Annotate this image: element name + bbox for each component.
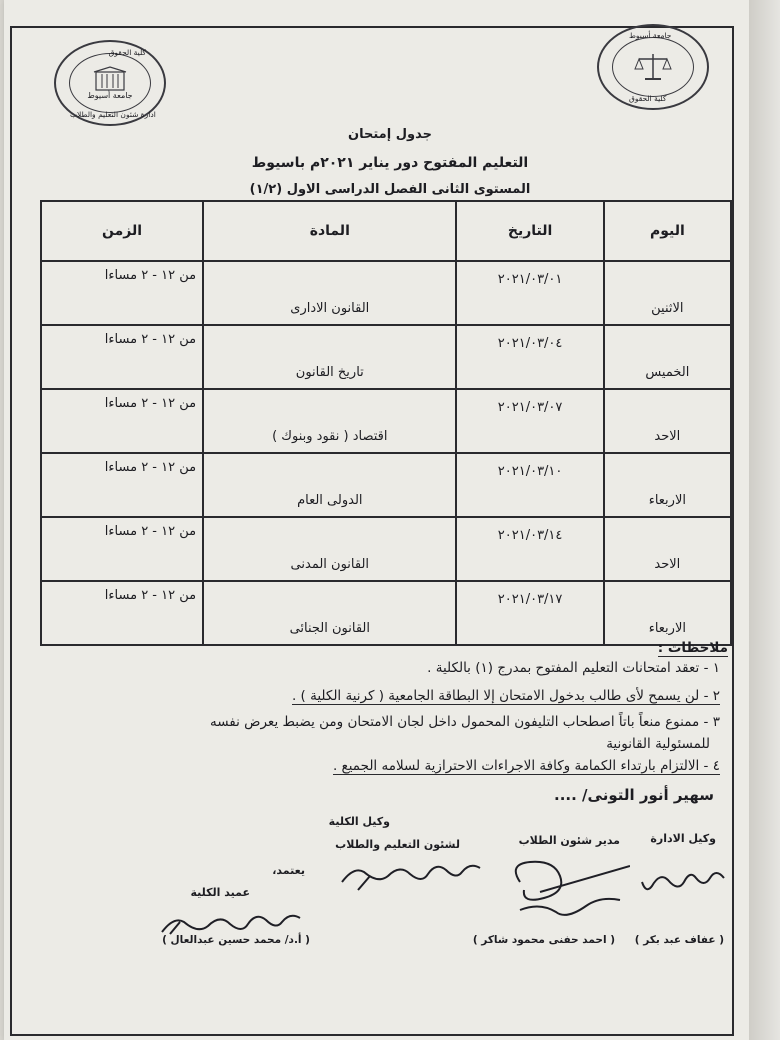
cell-time: من ١٢ - ٢ مساءا xyxy=(104,588,197,603)
building-icon xyxy=(92,66,128,92)
note-item: ٢ - لن يسمح لأى طالب بدخول الامتحان إلا البطاقة الجامعية ( كرنية الكلية ) . xyxy=(291,688,720,704)
cell-time: من ١٢ - ٢ مساءا xyxy=(104,524,197,539)
cell-day: الاثنين xyxy=(651,301,684,316)
student-affairs-signature xyxy=(500,852,630,918)
column-header-time: الزمن xyxy=(41,201,203,261)
scales-of-justice-icon xyxy=(633,51,673,83)
table-header-row xyxy=(41,201,731,261)
student-affairs-title: مدير شئون الطلاب xyxy=(518,834,620,847)
seal-left-top-text: كلية الحقوق xyxy=(108,48,146,57)
cell-day: الاربعاء xyxy=(648,493,686,508)
approved-label: يعتمد، xyxy=(272,864,305,877)
seal-right-bottom-text: كلية الحقوق xyxy=(629,94,667,103)
table-row xyxy=(41,453,731,517)
table-row xyxy=(41,389,731,453)
cell-subject: الدولى العام xyxy=(297,493,363,508)
cell-subject: القانون الادارى xyxy=(290,301,370,316)
seal-right-emblem xyxy=(612,37,694,97)
seal-left-emblem xyxy=(69,53,151,113)
document-title: جدول إمتحان xyxy=(348,127,432,142)
dean-signature xyxy=(150,896,310,936)
cell-date: ٢٠٢١/٠٣/٠١ xyxy=(497,272,563,287)
cell-date: ٢٠٢١/٠٣/١٠ xyxy=(497,464,563,479)
cell-date: ٢٠٢١/٠٣/١٧ xyxy=(497,592,563,607)
table-row xyxy=(41,517,731,581)
cell-subject: القانون المدنى xyxy=(290,557,370,572)
document-subtitle: التعليم المفتوح دور يناير ٢٠٢١م باسيوط xyxy=(251,155,529,171)
cell-day: الخميس xyxy=(645,365,690,380)
admin-agent-title: وكيل الادارة xyxy=(650,832,716,845)
note-item: ٣ - ممنوع منعاً باتاً اصطحاب التليفون المحمول داخل لجان الامتحان ومن يضبط يعرض نفسه xyxy=(210,714,720,730)
admin-agent-signature xyxy=(640,860,730,896)
notes-title: ملاحظات : xyxy=(657,640,728,656)
cell-time: من ١٢ - ٢ مساءا xyxy=(104,268,197,283)
column-header-subject: المادة xyxy=(203,201,456,261)
table-row xyxy=(41,581,731,645)
seal-left-center-text: جامعة أسيوط xyxy=(87,90,133,100)
cell-subject: القانون الجنائى xyxy=(289,621,371,636)
cell-time: من ١٢ - ٢ مساءا xyxy=(104,396,197,411)
cell-day: الاحد xyxy=(654,557,681,572)
document-level: المستوى الثانى الفصل الدراسى الاول (١/٢) xyxy=(249,182,531,197)
seal-right-top-text: جامعة أسيوط xyxy=(629,31,672,40)
note-item: ١ - تعقد امتحانات التعليم المفتوح بمدرج (١) بالكلية . xyxy=(427,660,720,676)
note-item-continuation: للمسئولية القانونية xyxy=(606,736,710,752)
student-affairs-name: ( احمد حفنى محمود شاكر ) xyxy=(472,934,615,946)
table-row xyxy=(41,261,731,325)
table-row xyxy=(41,325,731,389)
vice-dean-dept: لشئون التعليم والطلاب xyxy=(335,838,460,851)
cell-day: الاحد xyxy=(654,429,681,444)
signoff-name: سهير أنور التونى/ .... xyxy=(554,786,714,804)
vice-dean-signature xyxy=(330,848,490,894)
seal-left-bottom-text: ادارة شئون التعليم والطلاب xyxy=(70,110,156,119)
faculty-seal-left xyxy=(54,40,166,126)
cell-day: الاربعاء xyxy=(648,621,686,636)
faculty-seal-right xyxy=(597,24,709,110)
column-header-day: اليوم xyxy=(604,201,731,261)
cell-date: ٢٠٢١/٠٣/٠٤ xyxy=(497,336,563,351)
note-item: ٤ - الالتزام بارتداء الكمامة وكافة الاجراءات الاحترازية لسلامه الجميع . xyxy=(332,758,720,774)
cell-subject: تاريخ القانون xyxy=(295,365,364,380)
cell-date: ٢٠٢١/٠٣/٠٧ xyxy=(497,400,563,415)
dean-name: ( أ.د/ محمد حسين عبدالعال ) xyxy=(162,934,310,946)
vice-dean-title: وكيل الكلية xyxy=(328,815,390,828)
admin-agent-name: ( عفاف عبد بكر ) xyxy=(634,934,724,946)
cell-time: من ١٢ - ٢ مساءا xyxy=(104,460,197,475)
cell-time: من ١٢ - ٢ مساءا xyxy=(104,332,197,347)
dean-title: عميد الكلية xyxy=(190,886,250,899)
exam-schedule-table xyxy=(40,200,732,646)
column-header-date: التاريخ xyxy=(456,201,603,261)
cell-subject: اقتصاد ( نقود وبنوك ) xyxy=(272,429,388,444)
cell-date: ٢٠٢١/٠٣/١٤ xyxy=(497,528,563,543)
